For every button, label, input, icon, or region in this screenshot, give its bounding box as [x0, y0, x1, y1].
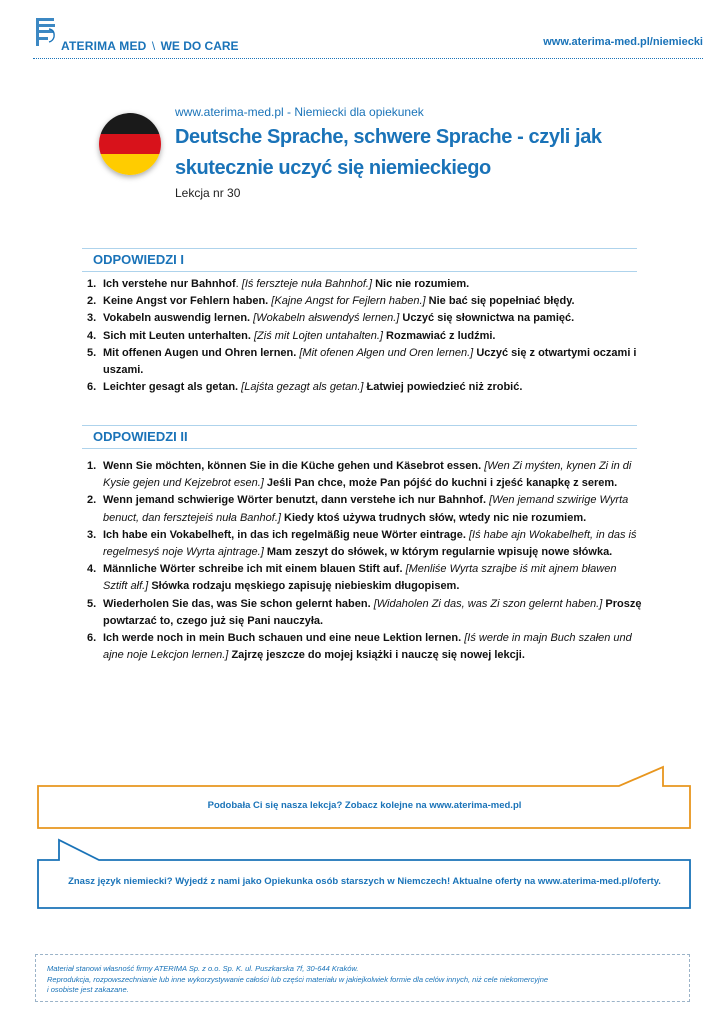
pronunciation: [Wen jemand szwirige Wyrta benuct, dan fersztejeiś nuła Banhof.]	[103, 494, 629, 524]
brand-tagline: WE DO CARE	[160, 39, 239, 53]
next-lesson-banner[interactable]	[37, 765, 692, 830]
section-heading-label: ODPOWIEDZI I	[93, 252, 184, 267]
pronunciation: [Ziś mit Lojten untahalten.]	[253, 329, 383, 342]
polish-translation: Rozmawiać z ludźmi.	[386, 329, 496, 342]
polish-translation: Mam zeszyt do słówek, w którym regularnie wpisuję nowe słówka.	[266, 546, 613, 559]
pronunciation: [Lajśta gezagt als getan.]	[241, 381, 364, 394]
german-phrase: Keine Angst vor Fehlern haben.	[103, 295, 269, 308]
answer-number: 6.	[87, 381, 97, 394]
answer-item	[82, 596, 642, 630]
answer-item	[82, 561, 642, 595]
section-heading-answers-2	[82, 425, 637, 449]
german-phrase: Ich verstehe nur Bahnhof	[103, 278, 236, 290]
pronunciation: [Kajne Angst for Fejlern haben.]	[271, 295, 426, 308]
lesson-subtitle: www.aterima-med.pl - Niemiecki dla opiekunek	[175, 105, 424, 119]
site-url-link[interactable]: www.aterima-med.pl/niemiecki	[543, 36, 703, 48]
pronunciation: [Wen Zi myśten, kynen Zi in di Kysie gejen und Kejzebrot esen.]	[103, 460, 632, 490]
polish-translation: Kiedy ktoś używa trudnych słów, wtedy nic nie rozumiem.	[284, 511, 587, 524]
answer-item	[82, 293, 642, 310]
job-offer-text: Znasz język niemiecki? Wyjedź z nami jako Opiekunka osób starszych w Niemczech! Aktualne oferty na www.aterima-med.pl/oferty.	[68, 876, 661, 887]
flag-stripe-black	[99, 113, 161, 134]
flag-stripe-gold	[99, 154, 161, 175]
answer-number: 5.	[87, 346, 97, 359]
answer-number: 4.	[87, 563, 97, 576]
brand-separator: \	[151, 39, 156, 53]
copyright-line: i osobiste jest zakazane.	[47, 985, 129, 994]
pronunciation: [Iś habe ajn Wokabelheft, in das iś regelmesyś noje Wyrta ajntrage.]	[103, 528, 637, 559]
section-heading-answers-1	[82, 248, 637, 272]
answers-list-2	[82, 458, 642, 664]
brand-name: ATERIMA MED	[61, 39, 147, 53]
copyright-line: Reprodukcja, rozpowszechnianie lub inne wykorzystywanie całości lub części materiału w jakiejkolwiek formie dla celów innych, niż cele niekomercyjne	[47, 974, 549, 984]
answer-item	[82, 630, 642, 664]
german-phrase: Männliche Wörter schreibe ich mit einem blauen Stift auf.	[103, 563, 403, 576]
german-phrase: Ich habe ein Vokabelheft, in das ich regelmäßig neue Wörter eintrage.	[103, 528, 466, 541]
answer-number: 5.	[87, 597, 97, 610]
brand-wordmark	[61, 39, 239, 53]
polish-translation: Zajrzę jeszcze do mojej książki i nauczę się nowej lekcji.	[231, 649, 525, 662]
answer-item	[82, 458, 642, 492]
lesson-title: Deutsche Sprache, schwere Sprache - czyli jak skutecznie uczyć się niemieckiego	[175, 126, 602, 179]
head-profile-icon	[33, 15, 59, 47]
polish-translation: Uczyć się z otwartymi oczami i uszami.	[103, 346, 637, 377]
pronunciation: [Iś ferszteje nuła Bahnhof.]	[241, 278, 373, 290]
answer-item	[82, 345, 642, 379]
pronunciation: [Widaholen Zi das, was Zi szon gelernt haben.]	[373, 597, 603, 610]
answer-number: 2.	[87, 295, 97, 308]
flag-stripe-red	[99, 134, 161, 155]
polish-translation: Jeśli Pan chce, może Pan pójść do kuchni i zjeść kanapkę z serem.	[266, 477, 618, 490]
answer-number: 1.	[87, 278, 97, 290]
lesson-number: Lekcja nr 30	[175, 186, 241, 200]
answer-number: 3.	[87, 528, 97, 541]
polish-translation: Nic nie rozumiem.	[375, 278, 470, 290]
german-phrase: Wenn jemand schwierige Wörter benutzt, dann verstehe ich nur Bahnhof.	[103, 494, 487, 507]
german-phrase: Sich mit Leuten unterhalten.	[103, 329, 251, 342]
speech-bubble-blue-icon	[37, 838, 692, 910]
answer-item	[82, 328, 642, 345]
answer-number: 6.	[87, 632, 97, 645]
polish-translation: Uczyć się słownictwa na pamięć.	[402, 312, 575, 325]
german-flag-icon	[99, 113, 161, 175]
polish-translation: Łatwiej powiedzieć niż zrobić.	[366, 381, 523, 394]
header-divider	[33, 58, 703, 59]
answer-item	[82, 527, 642, 561]
copyright-text	[47, 964, 607, 996]
answers-list-1	[82, 276, 642, 396]
answer-item	[82, 379, 642, 396]
separator: .	[235, 278, 242, 290]
section-heading-label: ODPOWIEDZI II	[93, 429, 188, 444]
answer-item	[82, 310, 642, 327]
german-phrase: Wiederholen Sie das, was Sie schon gelernt haben.	[103, 597, 371, 610]
copyright-line: Materiał stanowi własność firmy ATERIMA Sp. z o.o. Sp. K. ul. Puszkarska 7f, 30-644 Kraków.	[47, 964, 359, 973]
german-phrase: Ich werde noch in mein Buch schauen und eine neue Lektion lernen.	[103, 632, 462, 645]
answer-number: 4.	[87, 329, 97, 342]
speech-bubble-orange-icon	[37, 765, 692, 830]
polish-translation: Nie bać się popełniać błędy.	[428, 295, 575, 308]
answer-number: 3.	[87, 312, 97, 325]
german-phrase: Leichter gesagt als getan.	[103, 381, 239, 394]
german-phrase: Wenn Sie möchten, können Sie in die Küche gehen und Käsebrot essen.	[103, 460, 482, 472]
copyright-notice	[35, 954, 690, 1002]
polish-translation: Słówka rodzaju męskiego zapisuję niebieskim długopisem.	[151, 580, 460, 593]
pronunciation: [Menliśe Wyrta szrajbe iś mit ajnem bławen Sztift ałf.]	[103, 563, 617, 593]
german-phrase: Mit offenen Augen und Ohren lernen.	[103, 346, 297, 359]
job-offer-banner[interactable]	[37, 838, 692, 910]
answer-number: 1.	[87, 460, 97, 472]
pronunciation: [Wokabeln ałswendyś lernen.]	[253, 312, 400, 325]
pronunciation: [Iś werde in majn Buch szałen und ajne noje Lekcjon lernen.]	[103, 632, 632, 662]
pronunciation: [Mit ofenen Ałgen und Oren lernen.]	[299, 346, 474, 359]
polish-translation: Proszę powtarzać to, czego już się Pani nauczyła.	[103, 597, 642, 627]
answer-item	[82, 276, 642, 293]
german-phrase: Vokabeln auswendig lernen.	[103, 312, 251, 325]
next-lesson-text: Podobała Ci się nasza lekcja? Zobacz kolejne na www.aterima-med.pl	[207, 800, 522, 811]
answer-number: 2.	[87, 494, 97, 507]
answer-item	[82, 492, 642, 526]
